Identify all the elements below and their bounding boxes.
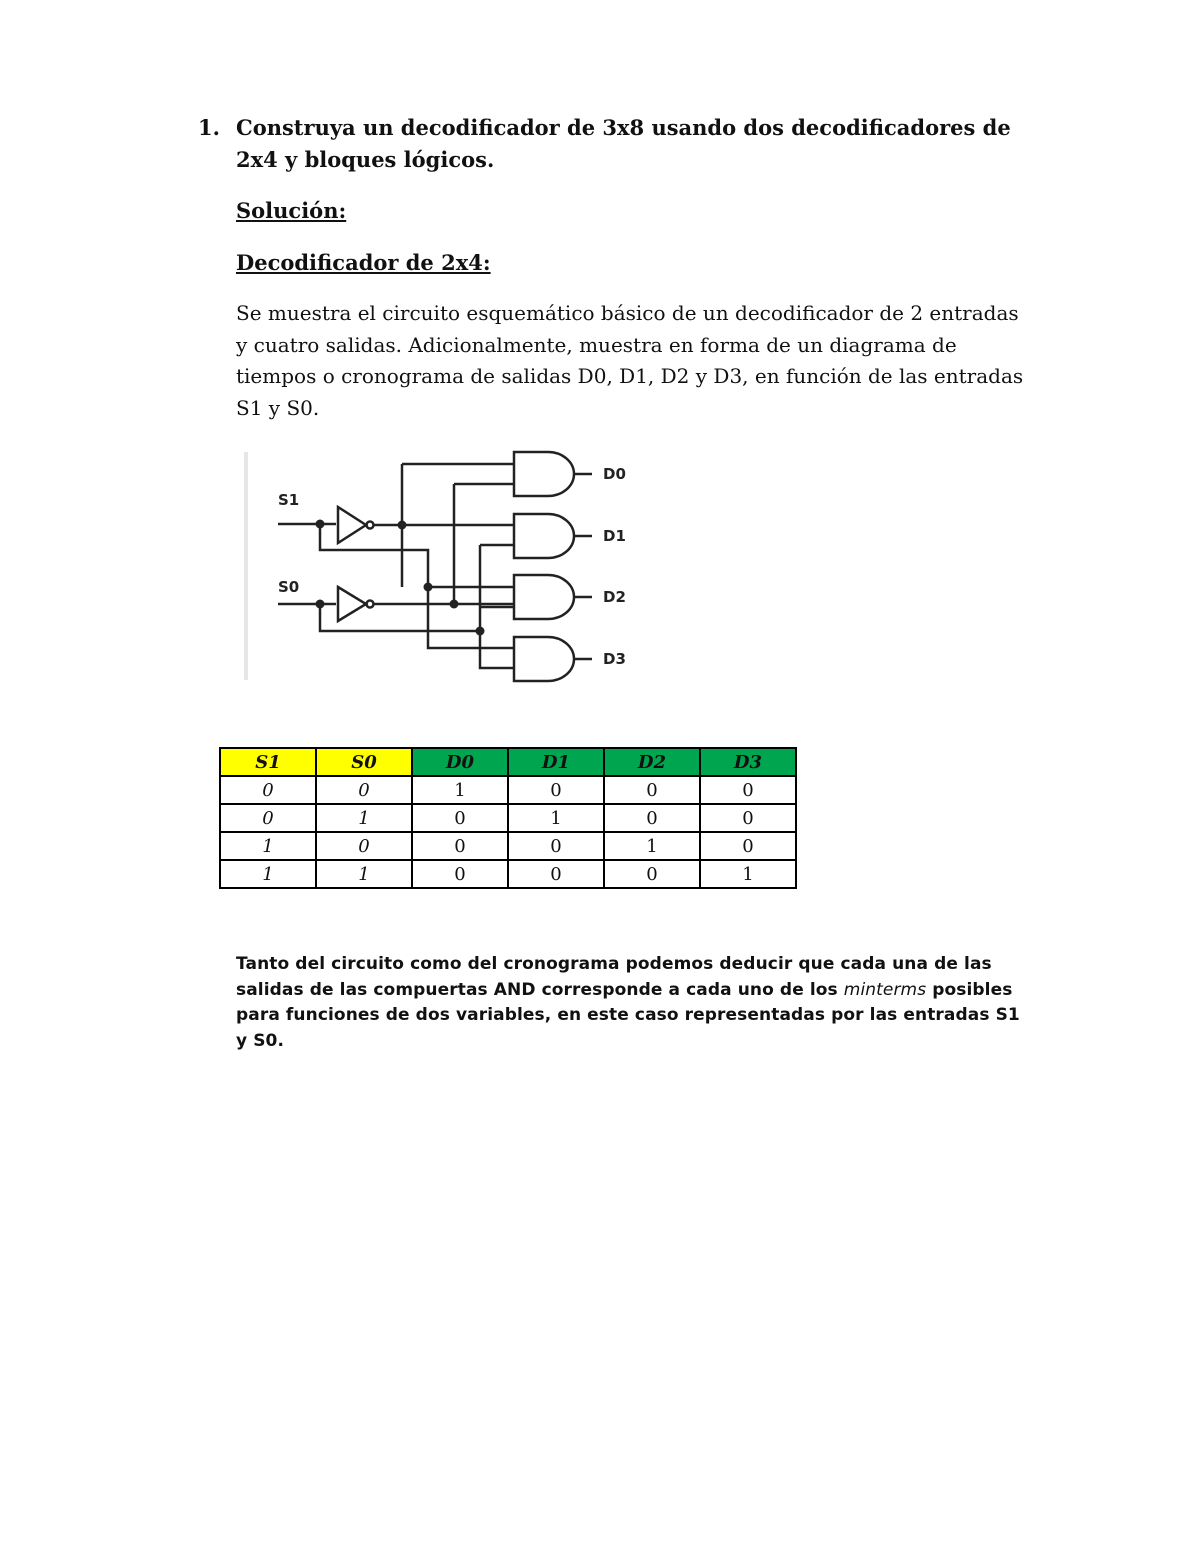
header-d0: D0: [412, 748, 508, 776]
heading-decodificador: Decodificador de 2x4:: [236, 250, 491, 275]
table-row: [220, 804, 796, 832]
header-s0: S0: [316, 748, 412, 776]
table-cell: 0: [412, 804, 508, 832]
table-cell: 1: [220, 860, 316, 888]
table-cell: 1: [316, 804, 412, 832]
heading-solucion: Solución:: [236, 198, 347, 223]
table-cell: 0: [316, 776, 412, 804]
table-cell: 0: [604, 804, 700, 832]
table-cell: 1: [604, 832, 700, 860]
table-cell: 0: [316, 832, 412, 860]
table-row: [220, 832, 796, 860]
inverter-s1-body: [338, 507, 366, 543]
and-gate-d1: [514, 514, 574, 558]
table-cell: 0: [508, 832, 604, 860]
table-cell: 0: [700, 776, 796, 804]
table-cell: 0: [700, 832, 796, 860]
table-row: [220, 860, 796, 888]
and-gate-d2: [514, 575, 574, 619]
table-cell: 1: [316, 860, 412, 888]
question-text: Construya un decodificador de 3x8 usando dos decodificadores de 2x4 y bloques lógicos.: [236, 115, 1011, 172]
header-d3: D3: [700, 748, 796, 776]
inverter-s1-bubble: [367, 522, 374, 529]
header-d1: D1: [508, 748, 604, 776]
intro-paragraph: Se muestra el circuito esquemático básico de un decodificador de 2 entradas y cuatro salidas. Adicionalmente, muestra en forma de un diagrama de tiempos o cronograma de salidas D0, D1, D2 y D3, en función de las entradas S1 y S0.: [236, 301, 1024, 420]
table-cell: 1: [220, 832, 316, 860]
question-number: 1.: [198, 115, 220, 140]
truth-table: [219, 747, 797, 889]
label-d2: D2: [603, 588, 626, 606]
conclusion-text-part1: Tanto del circuito como del cronograma podemos deducir que cada una de las salidas de las compuertas AND corresponde a cada uno de los: [236, 954, 992, 1000]
label-s1: S1: [278, 491, 300, 509]
and-gate-d0: [514, 452, 574, 496]
table-cell: 1: [700, 860, 796, 888]
conclusion-italic-minterms: minterms: [843, 979, 927, 1000]
table-cell: 0: [508, 776, 604, 804]
table-row: [220, 776, 796, 804]
table-cell: 0: [604, 776, 700, 804]
label-s0: S0: [278, 578, 300, 596]
decoder-circuit-diagram: [238, 445, 638, 690]
header-s1: S1: [220, 748, 316, 776]
table-cell: 0: [604, 860, 700, 888]
table-cell: 0: [220, 804, 316, 832]
table-cell: 0: [700, 804, 796, 832]
table-cell: 0: [412, 860, 508, 888]
table-cell: 0: [508, 860, 604, 888]
label-d3: D3: [603, 650, 626, 668]
truth-table-header-row: [220, 748, 796, 776]
table-cell: 1: [508, 804, 604, 832]
conclusion-text-part2: posibles para funciones de dos variables, en este caso representadas por las entradas S1 y S0.: [236, 979, 1020, 1051]
and-gate-d3: [514, 637, 574, 681]
label-d1: D1: [603, 527, 626, 545]
inverter-s0-bubble: [367, 601, 374, 608]
conclusion-paragraph: [236, 952, 1036, 1054]
label-d0: D0: [603, 465, 626, 483]
table-cell: 0: [412, 832, 508, 860]
inverter-s0-body: [338, 587, 366, 621]
header-d2: D2: [604, 748, 700, 776]
table-cell: 1: [412, 776, 508, 804]
table-cell: 0: [220, 776, 316, 804]
